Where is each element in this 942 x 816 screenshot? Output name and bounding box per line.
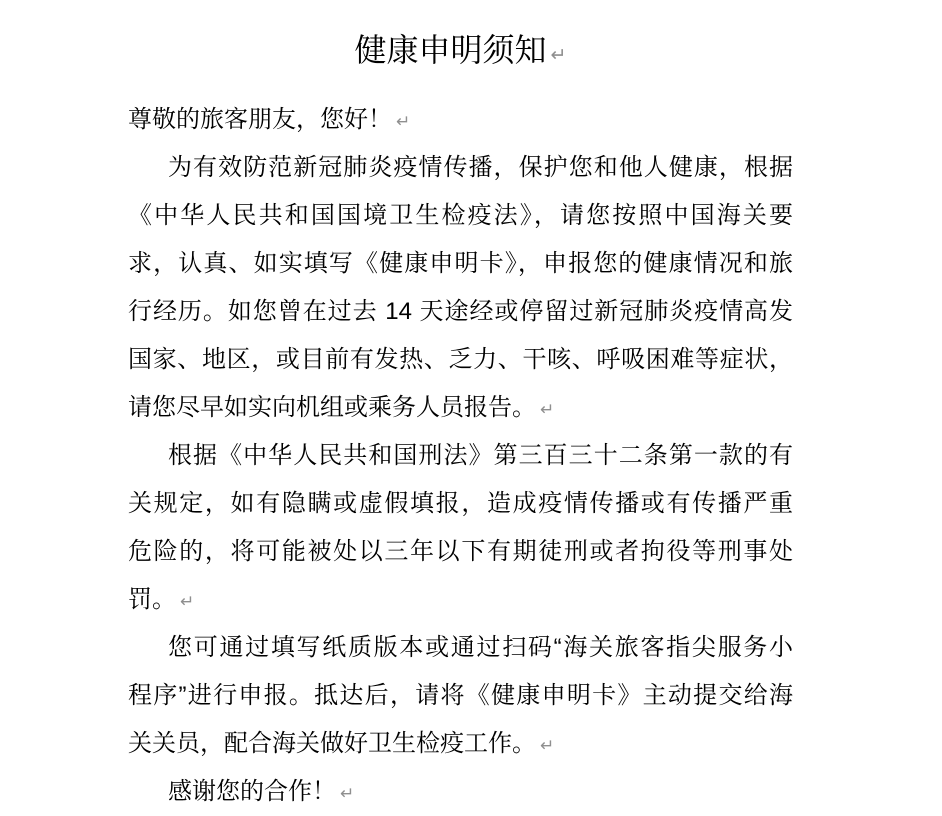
text-line-1-text: 尊敬的旅客朋友，您好！ — [128, 106, 392, 133]
paragraph-mark-icon: ↵ — [396, 112, 411, 131]
text-line-10-text: 危险的，将可能被处以三年以下有期徒刑或者拘役等刑事处 — [128, 538, 793, 565]
text-line-8-text: 根据《中华人民共和国刑法》第三百三十二条第一款的有 — [168, 442, 793, 469]
document-body — [128, 96, 793, 816]
text-line-11-text: 罚。 — [128, 586, 176, 613]
document-title-text: 健康申明须知 — [354, 32, 547, 68]
paragraph-mark-icon: ↵ — [340, 784, 355, 803]
text-line-3-text: 《中华人民共和国国境卫生检疫法》，请您按照中国海关要 — [128, 202, 793, 229]
text-line-4 — [128, 240, 793, 288]
paragraph-mark-icon: ↵ — [540, 736, 555, 755]
text-line-5-text: 行经历。如您曾在过去 14 天途经或停留过新冠肺炎疫情高发 — [128, 298, 793, 325]
text-line-2-text: 为有效防范新冠肺炎疫情传播，保护您和他人健康，根据 — [168, 154, 793, 181]
text-line-15 — [128, 768, 793, 816]
text-line-9-text: 关规定，如有隐瞒或虚假填报，造成疫情传播或有传播严重 — [128, 490, 793, 517]
text-line-14 — [128, 720, 793, 768]
text-line-4-text: 求，认真、如实填写《健康申明卡》，申报您的健康情况和旅 — [128, 250, 793, 277]
text-line-6-text: 国家、地区，或目前有发热、乏力、干咳、呼吸困难等症状， — [128, 346, 793, 373]
text-line-1 — [128, 96, 793, 144]
paragraph-mark-icon: ↵ — [540, 400, 555, 419]
paragraph-mark-icon: ↵ — [180, 592, 195, 611]
text-line-14-text: 关关员，配合海关做好卫生检疫工作。 — [128, 730, 536, 757]
text-line-2 — [128, 144, 793, 192]
text-line-11 — [128, 576, 793, 624]
text-line-6 — [128, 336, 793, 384]
text-line-12 — [128, 624, 793, 672]
text-line-13 — [128, 672, 793, 720]
text-line-5 — [128, 288, 793, 336]
text-line-8 — [128, 432, 793, 480]
text-line-7 — [128, 384, 793, 432]
paragraph-mark-icon: ↵ — [550, 45, 567, 66]
text-line-15-text: 感谢您的合作！ — [168, 778, 336, 805]
text-line-10 — [128, 528, 793, 576]
text-line-9 — [128, 480, 793, 528]
text-line-3 — [128, 192, 793, 240]
text-line-12-text: 您可通过填写纸质版本或通过扫码“海关旅客指尖服务小 — [168, 634, 793, 661]
text-line-7-text: 请您尽早如实向机组或乘务人员报告。 — [128, 394, 536, 421]
document-title — [128, 26, 793, 74]
text-line-13-text: 程序”进行申报。抵达后，请将《健康申明卡》主动提交给海 — [128, 682, 793, 709]
